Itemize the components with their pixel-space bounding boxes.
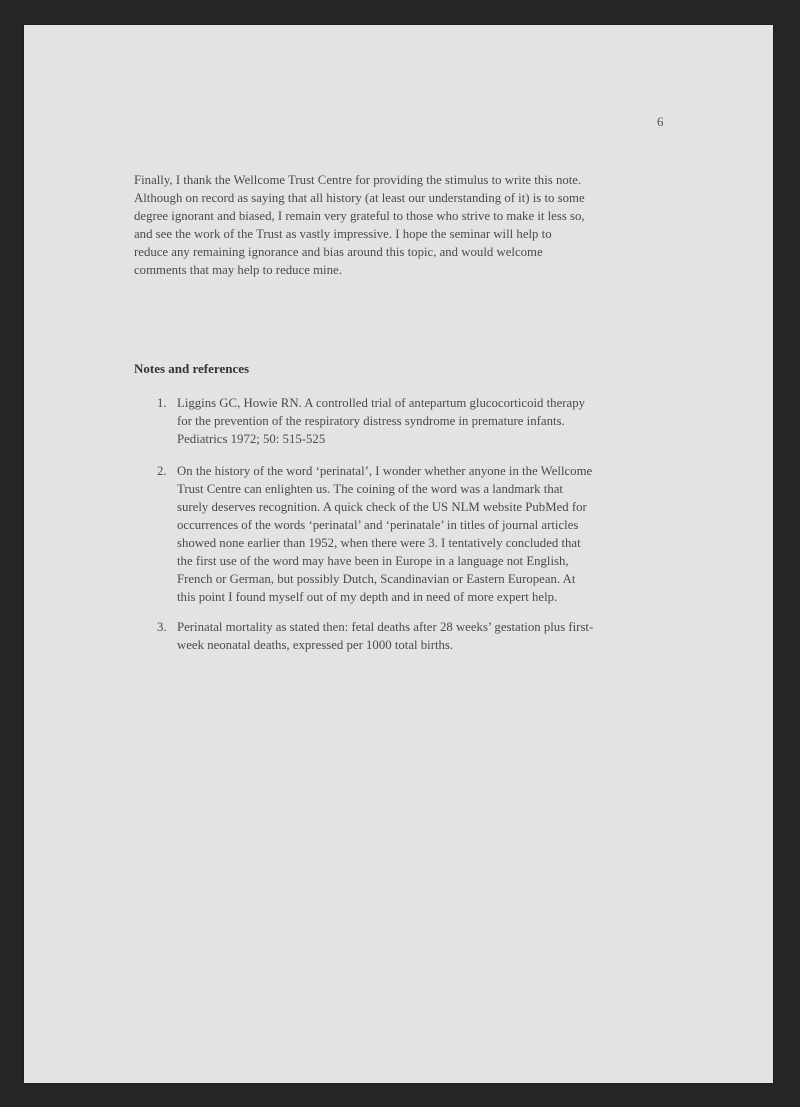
- reference-line: occurrences of the words ‘perinatal’ and ‘perinatale’ in titles of journal articles: [177, 518, 579, 532]
- reference-number: 1.: [157, 396, 167, 410]
- reference-number: 2.: [157, 464, 167, 478]
- reference-line: On the history of the word ‘perinatal’, I wonder whether anyone in the Wellcome: [177, 464, 593, 478]
- paragraph-line: comments that may help to reduce mine.: [134, 263, 342, 277]
- reference-line: Perinatal mortality as stated then: fetal deaths after 28 weeks’ gestation plus first-: [177, 620, 594, 634]
- reference-line: Pediatrics 1972; 50: 515-525: [177, 432, 326, 446]
- reference-line: week neonatal deaths, expressed per 1000 total births.: [177, 638, 454, 652]
- reference-line: surely deserves recognition. A quick check of the US NLM website PubMed for: [177, 500, 587, 514]
- reference-line: showed none earlier than 1952, when there were 3. I tentatively concluded that: [177, 536, 581, 550]
- reference-number: 3.: [157, 620, 167, 634]
- reference-line: for the prevention of the respiratory distress syndrome in premature infants.: [177, 414, 565, 428]
- page-number: 6: [657, 114, 664, 129]
- reference-line: French or German, but possibly Dutch, Scandinavian or Eastern European. At: [177, 572, 576, 586]
- paragraph-line: degree ignorant and biased, I remain very grateful to those who strive to make it less so,: [134, 209, 585, 223]
- section-heading: Notes and references: [134, 361, 250, 376]
- paragraph-line: reduce any remaining ignorance and bias around this topic, and would welcome: [134, 245, 543, 259]
- reference-line: the first use of the word may have been in Europe in a language not English,: [177, 554, 569, 568]
- reference-line: Liggins GC, Howie RN. A controlled trial of antepartum glucocorticoid therapy: [177, 396, 585, 410]
- reference-line: Trust Centre can enlighten us. The coining of the word was a landmark that: [177, 482, 563, 496]
- reference-line: this point I found myself out of my depth and in need of more expert help.: [177, 590, 558, 604]
- paragraph-line: and see the work of the Trust as vastly impressive. I hope the seminar will help to: [134, 227, 552, 241]
- paragraph-line: Finally, I thank the Wellcome Trust Centre for providing the stimulus to write this note.: [134, 173, 582, 187]
- paragraph-line: Although on record as saying that all history (at least our understanding of it) is to some: [134, 191, 585, 205]
